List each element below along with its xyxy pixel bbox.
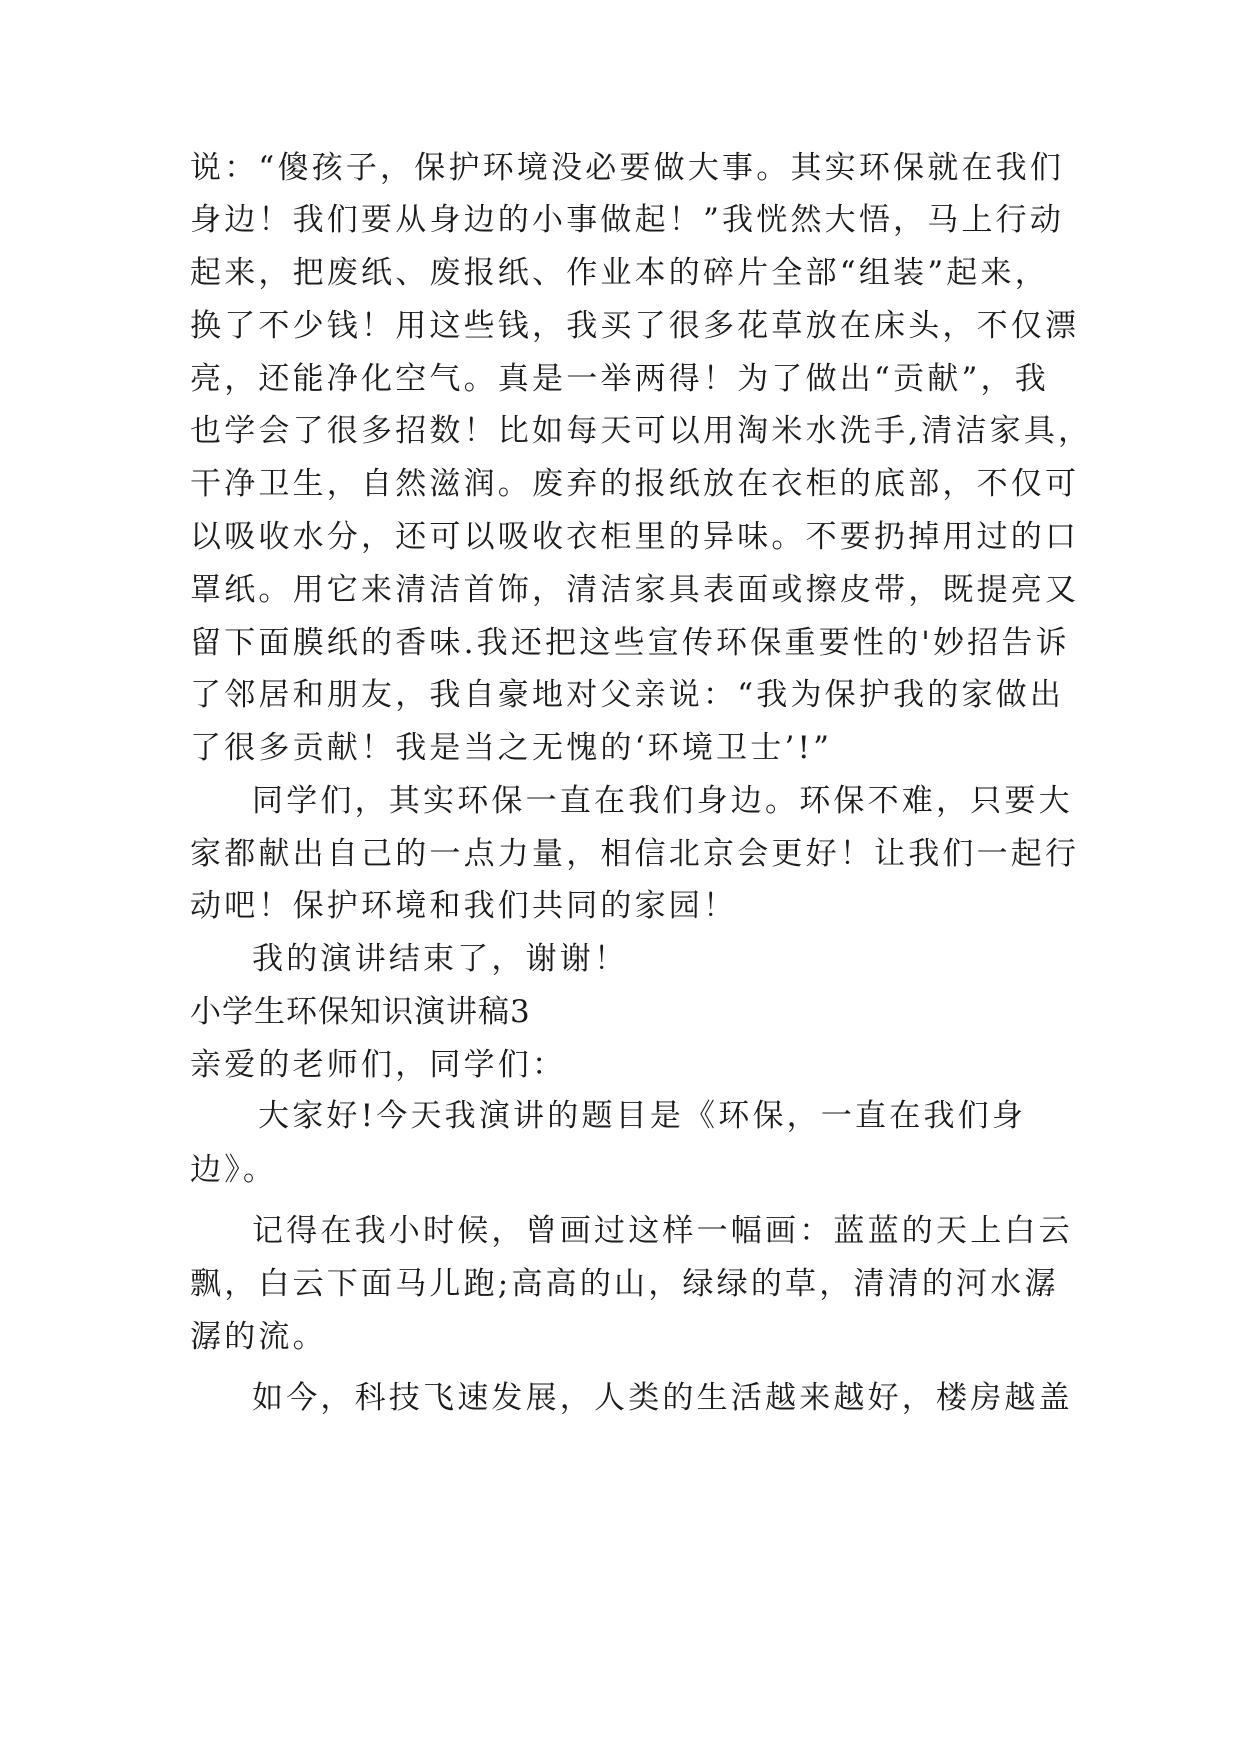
text-line: 罩纸。用它来清洁首饰，清洁家具表面或擦皮带，既提亮又 bbox=[190, 572, 1080, 608]
text-line: 了邻居和朋友，我自豪地对父亲说：“我为保护我的家做出 bbox=[190, 677, 1065, 713]
text-line: 换了不少钱！用这些钱，我买了很多花草放在床头，不仅漂 bbox=[190, 308, 1080, 344]
text-line: 以吸收水分，还可以吸收衣柜里的异味。不要扔掉用过的口 bbox=[190, 519, 1080, 555]
text-line: 起来，把废纸、废报纸、作业本的碎片全部“组装”起来， bbox=[190, 255, 1049, 291]
paragraph-first-line: 如今，科技飞速发展，人类的生活越来越好，楼房越盖 bbox=[252, 1380, 1073, 1416]
text-line: 干净卫生，自然滋润。废弃的报纸放在衣柜的底部，不仅可 bbox=[190, 466, 1080, 502]
salutation: 亲爱的老师们，同学们： bbox=[190, 1047, 567, 1083]
paragraph-first-line: 同学们，其实环保一直在我们身边。环保不难，只要大 bbox=[252, 783, 1073, 819]
paragraph-first-line: 记得在我小时候，曾画过这样一幅画：蓝蓝的天上白云 bbox=[252, 1213, 1073, 1249]
text-line: 身边！我们要从身边的小事做起！”我恍然大悟，马上行动 bbox=[190, 202, 1065, 238]
text-line: 飘，白云下面马儿跑;高高的山，绿绿的草，清清的河水潺 bbox=[190, 1266, 1059, 1302]
text-line: 说：“傻孩子，保护环境没必要做大事。其实环保就在我们 bbox=[190, 150, 1065, 186]
text-line: 了很多贡献！我是当之无愧的‘环境卫士’!” bbox=[190, 730, 833, 766]
text-line: 潺的流。 bbox=[190, 1319, 327, 1355]
text-line: 亮，还能净化空气。真是一举两得！为了做出“贡献”，我 bbox=[190, 361, 1049, 397]
text-line: 也学会了很多招数！比如每天可以用淘米水洗手,清洁家具， bbox=[190, 413, 1093, 449]
text-line: 动吧！保护环境和我们共同的家园！ bbox=[190, 888, 738, 924]
text-line: 家都献出自己的一点力量，相信北京会更好！让我们一起行 bbox=[190, 836, 1080, 872]
text-line: 留下面膜纸的香味.我还把这些宣传环保重要性的'妙招告诉 bbox=[190, 625, 1070, 661]
section-heading: 小学生环保知识演讲稿3 bbox=[190, 994, 531, 1030]
text-line: 边》。 bbox=[190, 1152, 278, 1188]
paragraph-first-line: 大家好!今天我演讲的题目是《环保，一直在我们身 bbox=[258, 1098, 1027, 1134]
paragraph-first-line: 我的演讲结束了，谢谢！ bbox=[252, 941, 629, 977]
